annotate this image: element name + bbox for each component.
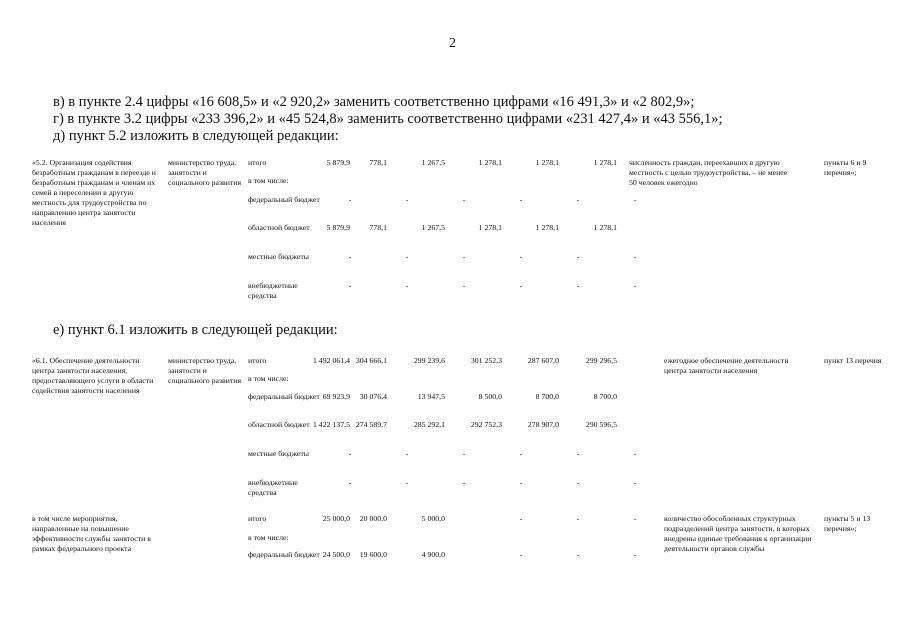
cell-value: - xyxy=(348,449,352,458)
cell-value: - xyxy=(462,281,466,290)
cell-value: 20 000,0 xyxy=(359,514,387,523)
table-61 xyxy=(32,356,882,497)
paragraph-d: д) пункт 5.2 изложить в следующей редакции: xyxy=(53,128,339,144)
row-label: областной бюджет xyxy=(248,223,310,232)
row-label: в том числе: xyxy=(248,176,289,185)
row-label: федеральный бюджет xyxy=(248,392,320,401)
cell-value: - xyxy=(519,195,523,204)
cell-value: 1 267,5 xyxy=(421,158,445,167)
cell-value: 299 239,6 xyxy=(413,356,445,365)
cell-value: 287 607,0 xyxy=(527,356,559,365)
cell-value: 778,1 xyxy=(369,223,387,232)
row-label: федеральный бюджет xyxy=(248,550,320,559)
cell-value: - xyxy=(348,281,352,290)
table-61-sub xyxy=(32,514,882,559)
cell-value: 13 947,5 xyxy=(417,392,445,401)
cell-value: 8 500,0 xyxy=(478,392,502,401)
executor: министерство труда, занятости и социального развития xyxy=(168,356,242,385)
cell-value: - xyxy=(519,550,523,559)
cell-value: 290 596,5 xyxy=(585,420,617,429)
executor: министерство труда, занятости и социального развития xyxy=(168,158,242,187)
cell-value: 69 923,9 xyxy=(322,392,350,401)
cell-value: 25 000,0 xyxy=(322,514,350,523)
cell-value: 778,1 xyxy=(369,158,387,167)
cell-value: 8 700,0 xyxy=(535,392,559,401)
cell-value: 1 422 137,5 xyxy=(312,420,350,429)
cell-value: - xyxy=(405,449,409,458)
cell-value: 1 278,1 xyxy=(478,223,502,232)
cell-value: - xyxy=(576,550,580,559)
cell-value: 1 278,1 xyxy=(593,158,617,167)
cell-value: - xyxy=(462,195,466,204)
cell-value: - xyxy=(519,252,523,261)
cell-value: - xyxy=(462,478,466,487)
cell-value: - xyxy=(462,252,466,261)
table-52 xyxy=(32,158,882,300)
indicator: ежегодное обеспечение деятельности центра занятости населения xyxy=(664,356,789,375)
cell-value: - xyxy=(405,195,409,204)
cell-value: - xyxy=(405,281,409,290)
cell-value: - xyxy=(348,478,352,487)
cell-value: - xyxy=(633,449,637,458)
row-label: федеральный бюджет xyxy=(248,195,320,204)
cell-value: 292 752,3 xyxy=(470,420,502,429)
cell-value: 24 500,0 xyxy=(322,550,350,559)
page-number: 2 xyxy=(449,36,456,51)
cell-value: 5 879,9 xyxy=(326,158,350,167)
cell-value: 278 907,0 xyxy=(527,420,559,429)
measure-name: «5.2. Организация содействия безработным гражданам в переезде и безработным гражданам и членам их семей в переселении в другую местность для трудоустройства по направлению центра занятости населения xyxy=(32,158,156,227)
cell-value: 304 666,1 xyxy=(355,356,387,365)
row-label: итого xyxy=(248,356,267,365)
cell-value: - xyxy=(576,449,580,458)
row-label: итого xyxy=(248,158,267,167)
cell-value: 30 076,4 xyxy=(359,392,387,401)
cell-value: - xyxy=(348,195,352,204)
cell-value: - xyxy=(462,449,466,458)
row-label: внебюджетные средства xyxy=(248,281,298,300)
cell-value: 5 000,0 xyxy=(421,514,445,523)
row-label: итого xyxy=(248,514,267,523)
paragraph-e: е) пункт 6.1 изложить в следующей редакции: xyxy=(53,322,338,338)
cell-value: 274 589,7 xyxy=(355,420,387,429)
reference: пункты 5 и 13 перечня»; xyxy=(824,514,871,533)
cell-value: 1 492 061,4 xyxy=(312,356,350,365)
paragraph-g: г) в пункте 3.2 цифры «233 396,2» и «45 524,8» заменить соответственно цифрами «231 427,4» и «43 556,1»; xyxy=(53,111,723,127)
cell-value: - xyxy=(519,281,523,290)
cell-value: - xyxy=(519,449,523,458)
cell-value: 285 292,1 xyxy=(413,420,445,429)
cell-value: 1 278,1 xyxy=(593,223,617,232)
row-label: в том числе: xyxy=(248,533,289,542)
cell-value: 299 296,5 xyxy=(585,356,617,365)
row-label: внебюджетные средства xyxy=(248,478,298,497)
cell-value: 1 278,1 xyxy=(535,158,559,167)
cell-value: - xyxy=(633,252,637,261)
cell-value: - xyxy=(633,514,637,523)
cell-value: 19 600,0 xyxy=(359,550,387,559)
row-label: местные бюджеты xyxy=(248,252,310,261)
reference: пункты 6 и 9 перечня»; xyxy=(824,158,867,177)
cell-value: - xyxy=(405,252,409,261)
cell-value: - xyxy=(576,478,580,487)
cell-value: - xyxy=(348,252,352,261)
row-label: в том числе: xyxy=(248,374,289,383)
cell-value: - xyxy=(633,550,637,559)
indicator: количество обособленных структурных подразделений центра занятости, в которых внедрены единые требования к организации деятельности органов службы xyxy=(664,514,812,553)
cell-value: - xyxy=(633,195,637,204)
cell-value: - xyxy=(576,514,580,523)
cell-value: - xyxy=(633,478,637,487)
cell-value: 1 278,1 xyxy=(478,158,502,167)
cell-value: 8 700,0 xyxy=(593,392,617,401)
cell-value: - xyxy=(519,478,523,487)
cell-value: 301 252,3 xyxy=(470,356,502,365)
reference: пункт 13 перечня xyxy=(824,356,882,365)
cell-value: - xyxy=(576,252,580,261)
cell-value: 1 267,5 xyxy=(421,223,445,232)
indicator: численность граждан, переехавших в другую местность с целью трудоустройства, – не менее 50 человек ежегодно xyxy=(629,158,788,187)
cell-value: 5 879,9 xyxy=(326,223,350,232)
cell-value: - xyxy=(633,281,637,290)
paragraph-v: в) в пункте 2.4 цифры «16 608,5» и «2 920,2» заменить соответственно цифрами «16 491,3» и «2 802,9»; xyxy=(53,94,695,110)
row-label: местные бюджеты xyxy=(248,449,310,458)
cell-value: - xyxy=(405,478,409,487)
cell-value: - xyxy=(576,281,580,290)
cell-value: 4 900,0 xyxy=(421,550,445,559)
cell-value: - xyxy=(576,195,580,204)
row-label: областной бюджет xyxy=(248,420,310,429)
measure-name: в том числе мероприятия, направленные на повышение эффективности службы занятости в рамках федерального проекта xyxy=(32,514,151,553)
measure-name: «6.1. Обеспечение деятельности центра занятости населения, предоставляющего услуги в области содействия занятости населения xyxy=(32,356,154,395)
cell-value: - xyxy=(519,514,523,523)
cell-value: 1 278,1 xyxy=(535,223,559,232)
